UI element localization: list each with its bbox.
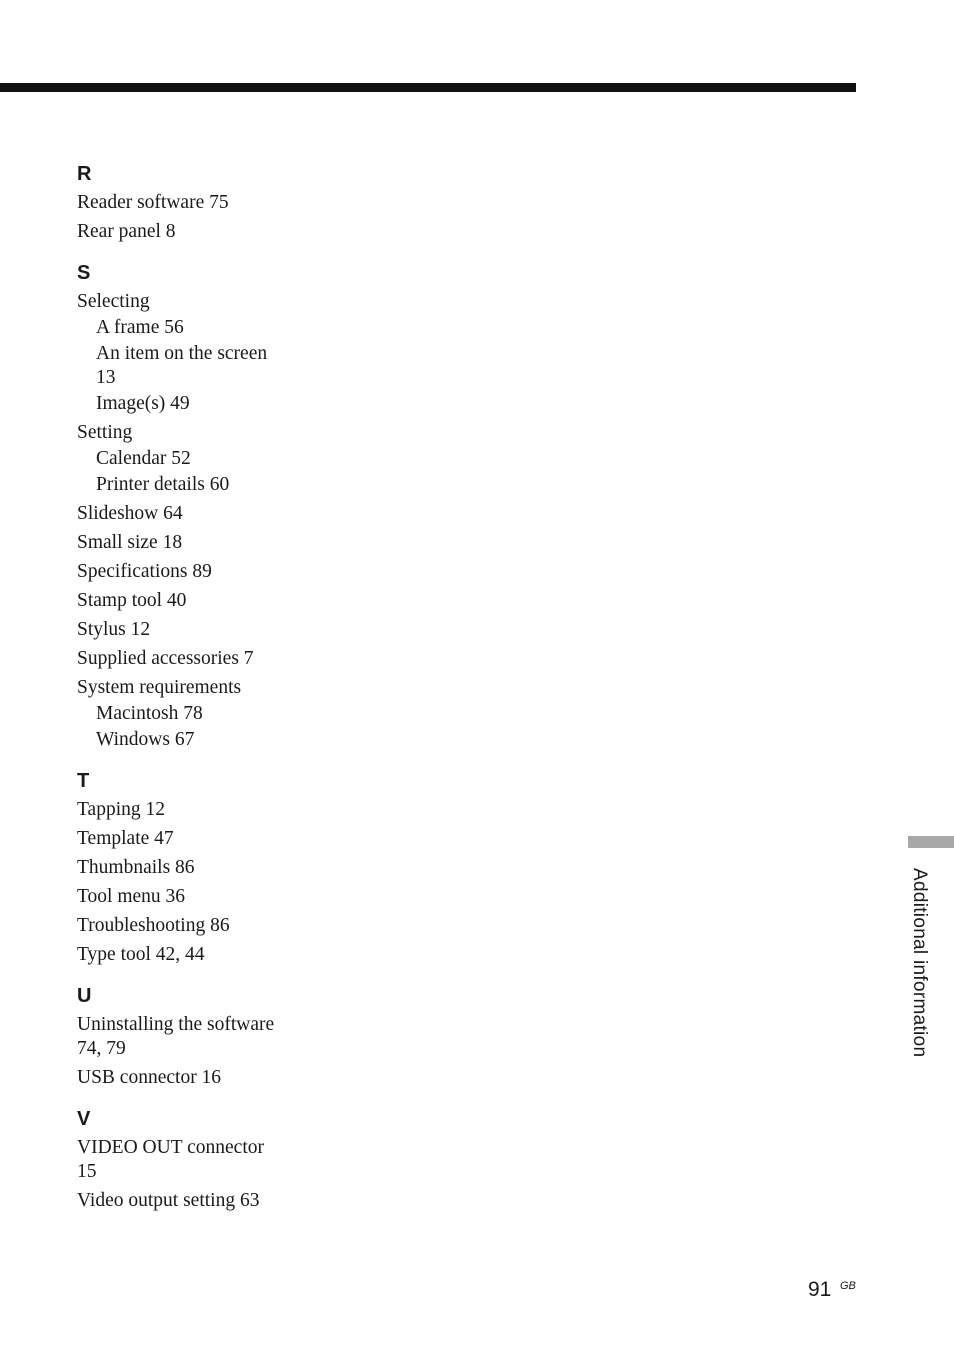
index-entry: Specifications 89 (77, 561, 212, 582)
index-entry: Type tool 42, 44 (77, 944, 205, 965)
index-entry (77, 1013, 327, 1061)
index-column (77, 163, 327, 1213)
index-subentry: Windows 67 (96, 729, 195, 750)
top-rule (0, 83, 856, 92)
entry-page-ref: 13 (96, 367, 116, 388)
index-entry: Template 47 (77, 828, 174, 849)
index-entry: Thumbnails 86 (77, 857, 195, 878)
page-number: 91 (808, 1278, 832, 1301)
entry-page-ref: 15 (77, 1161, 97, 1182)
page-language-code: GB (840, 1280, 856, 1292)
section-letter: S (77, 262, 91, 284)
index-subentry: Calendar 52 (96, 448, 191, 469)
index-entry: Tapping 12 (77, 799, 165, 820)
index-entry: Rear panel 8 (77, 221, 176, 242)
index-entry: Slideshow 64 (77, 503, 183, 524)
index-section-r (77, 163, 327, 244)
section-letter: T (77, 770, 90, 792)
index-subentry: A frame 56 (96, 317, 184, 338)
entry-text: Uninstalling the software (77, 1014, 275, 1035)
index-entry: Tool menu 36 (77, 886, 186, 907)
index-entry: Small size 18 (77, 532, 183, 553)
index-subentry: Macintosh 78 (96, 703, 203, 724)
section-letter: V (77, 1108, 91, 1130)
section-label: Additional information (909, 868, 930, 1058)
index-entry: USB connector 16 (77, 1067, 222, 1088)
index-subentry (77, 342, 327, 390)
index-entry (77, 1136, 327, 1184)
index-section-s (77, 262, 327, 752)
index-subentry: Printer details 60 (96, 474, 230, 495)
index-section-t (77, 770, 327, 967)
index-section-v (77, 1108, 327, 1213)
section-tab (908, 836, 954, 848)
index-entry: Selecting (77, 291, 150, 312)
index-section-u (77, 985, 327, 1090)
entry-text: An item on the screen (96, 343, 268, 364)
index-entry: Video output setting 63 (77, 1190, 260, 1211)
section-letter: U (77, 985, 92, 1007)
index-subentry: Image(s) 49 (96, 393, 190, 414)
index-entry: Reader software 75 (77, 192, 229, 213)
index-entry: Stamp tool 40 (77, 590, 187, 611)
index-entry: System requirements (77, 677, 242, 698)
index-entry: Stylus 12 (77, 619, 151, 640)
section-letter: R (77, 163, 92, 185)
entry-page-ref: 74, 79 (77, 1038, 126, 1059)
entry-text: VIDEO OUT connector (77, 1137, 265, 1158)
index-entry: Setting (77, 422, 133, 443)
index-entry: Troubleshooting 86 (77, 915, 230, 936)
index-entry: Supplied accessories 7 (77, 648, 254, 669)
